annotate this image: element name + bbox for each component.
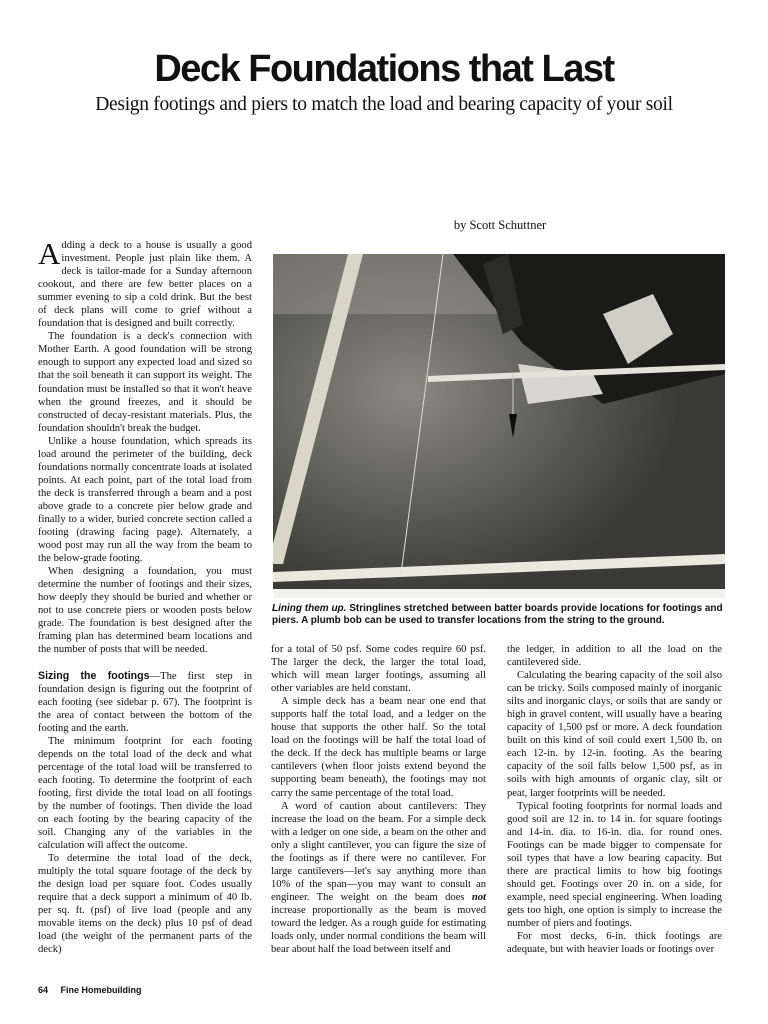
paragraph: for a total of 50 psf. Some codes require 60 psf. The larger the deck, the larger the total load, which will mean larger footings, assuming all other variables are held constant.: [271, 644, 486, 695]
caption-lead: Lining them up.: [272, 603, 347, 614]
caption-text: Stringlines stretched between batter boards provide locations for footings and piers. A plumb bob can be used to transfer locations from the string to the ground.: [272, 603, 723, 626]
article-title: Deck Foundations that Last: [154, 48, 614, 90]
drop-cap: A: [38, 236, 61, 271]
article-subtitle: Design footings and piers to match the load and bearing capacity of your soil: [95, 94, 673, 115]
text-column-1: [38, 236, 252, 957]
page-footer: [38, 985, 142, 995]
photo-illustration: [273, 254, 725, 598]
paragraph: Calculating the bearing capacity of the soil also can be tricky. Soils composed mainly of inorganic silts and inorganic clays, or soils that are sandy or high in gravel content, will usually have a bearing capacity of 1,500 psf or more. A deck foundation built on this kind of soil could exert 1,500 lb. on each 12-in. by 12-in. footing. As the bearing capacity of the soil falls below 1,500 psf, as in soils with high amounts of organic clay, silt or peat, larger footprints will be needed.: [507, 670, 722, 799]
paragraph: The minimum footprint for each footing depends on the total load of the deck and what percentage of the total load will be transferred to each footing. To determine the footprint of each footing, first divide the total load on all footings by the number of footings. Then divide the load on each footing by the bearing capacity of the soil. Changing any of the variables in the calculation will affect the outcome.: [38, 735, 252, 852]
paragraph: A word of caution about cantilevers: They increase the load on the beam. For a simple deck with a ledger on one side, a beam on the other and only a slight cantilever, you can figure the size of the footings as if there were no cantilever. For large cantilevers—let's say anything more than 10% of the span—you may want to consult an engineer. The weight on the beam does not increase proportionally as the beam is moved toward the ledger. As a rough guide for estimating loads only, under normal conditions the beam will bear about half the load between itself and: [271, 800, 486, 956]
paragraph: The foundation is a deck's connection with Mother Earth. A good foundation will be strong enough to support any expected load and sized so that the soil beneath it can support its weight. The foundation must be installed so that it won't heave when the ground freezes, and it should be constructed of decay-resistant materials. Plus, the foundation shouldn't break the budget.: [38, 331, 252, 434]
byline: by Scott Schuttner: [453, 218, 547, 232]
paragraph: Adding a deck to a house is usually a good investment. People just plain like them. A deck is tailor-made for a Sunday afternoon cookout, and there are few better places on a summer evening to sip a cold drink. But the best of deck plans will come to grief without a foundation that is designed and built correctly.: [38, 236, 252, 330]
paragraph: Sizing the footings—The first step in foundation design is figuring out the footprint of each footing (see sidebar p. 67). The footprint is the area of contact between the bottom of the footing and the earth.: [38, 669, 252, 734]
paragraph: For most decks, 6-in. thick footings are adequate, but with heavier loads or footings over: [507, 931, 722, 956]
text-column-3: [507, 643, 722, 956]
paragraph: To determine the total load of the deck, multiply the total square footage of the deck by the design load per square foot. Codes usually require that a deck support a minimum of 40 lb. per sq. ft. (psf) of live load (people and any movable items on the deck) plus 10 psf of dead load (the weight of the permanent parts of the deck): [38, 853, 252, 956]
paragraph: Unlike a house foundation, which spreads its load around the perimeter of the building, deck foundations normally concentrate loads at isolated points. At each point, part of the total load from the deck is transferred through a beam and a post above grade to a concrete pier below grade and finally to a wider, buried concrete section called a footing (drawing facing page). Alternately, a wood post may run all the way from the beam to the below-grade footing.: [38, 435, 252, 565]
paragraph: When designing a foundation, you must determine the number of footings and their sizes, how deeply they should be buried and whether or not to use concrete piers or wooden posts below grade. The foundation is best designed after the framing plan has determined beam locations and the number of posts that will be needed.: [38, 566, 252, 656]
photo-caption: [272, 603, 728, 626]
paragraph: the ledger, in addition to all the load on the cantilevered side.: [507, 644, 722, 669]
text-column-2: [271, 643, 486, 956]
photo-stringlines: [273, 254, 725, 598]
paragraph: A simple deck has a beam near one end that supports half the total load, and a ledger on the house that supports the other half. So the total load on the footings will be half the total load of the deck. If the deck has multiple beams or large cantilevers (when floor joists extend beyond the supporting beam beneath), the footings may not carry the same percentage of the total load.: [271, 696, 486, 799]
magazine-name: Fine Homebuilding: [60, 985, 142, 995]
page-number: 64: [38, 985, 49, 995]
section-heading: Sizing the footings: [38, 669, 150, 682]
paragraph: Typical footing footprints for normal loads and good soil are 12 in. to 14 in. for square footings and 14-in. dia. to 16-in. dia. for round ones. Footings can be made bigger to compensate for soil types that have a low bearing capacity. But there are practical limits to how big footings should get. Footings over 20 in. on a side, for example, need special engineering. When loading gets too high, one option is simply to increase the number of piers and footings.: [507, 800, 722, 929]
